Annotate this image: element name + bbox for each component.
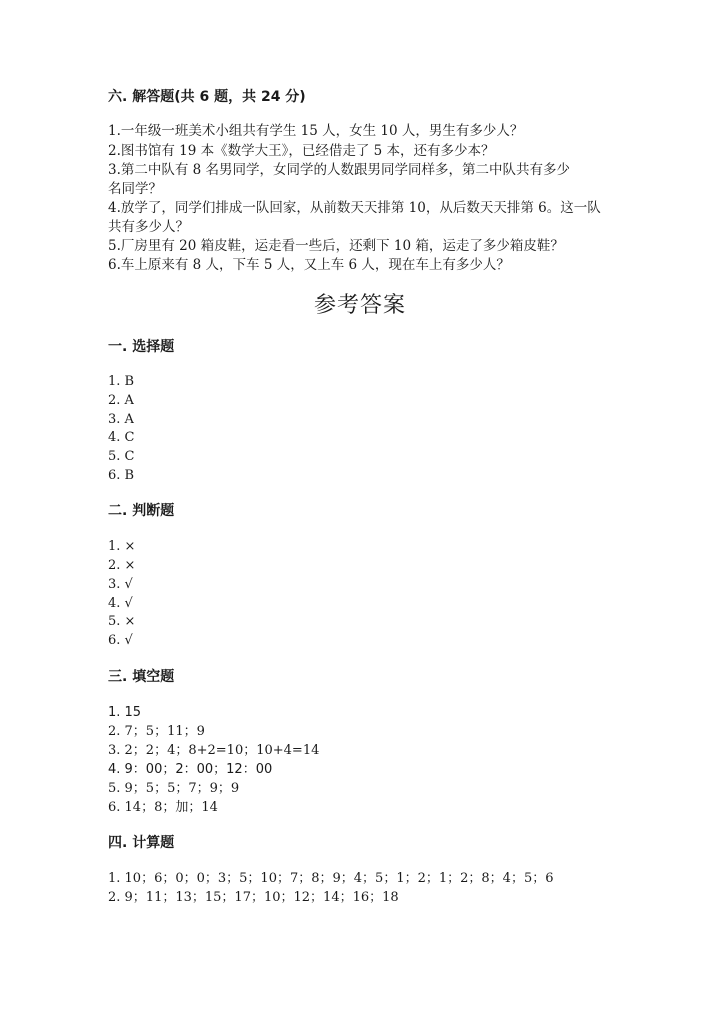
- section-6-title: 六. 解答题(共 6 题，共 24 分): [108, 89, 306, 105]
- answer-2-5: 5. ×: [108, 614, 136, 629]
- question-1: 1.一年级一班美术小组共有学生 15 人，女生 10 人，男生有多少人？: [108, 123, 524, 139]
- answer-1-6: 6. B: [108, 468, 135, 483]
- answer-1-2: 2. A: [108, 393, 134, 408]
- question-3-cont: 名同学？: [108, 181, 162, 197]
- answer-2-3: 3. √: [108, 577, 133, 592]
- question-5: 5.厂房里有 20 箱皮鞋，运走看一些后，还剩下 10 箱，运走了多少箱皮鞋？: [108, 238, 564, 254]
- answers-title: 参考答案: [313, 293, 406, 318]
- answer-3-2: 2. 7；5；11；9: [108, 724, 205, 739]
- answers-section-4-title: 四. 计算题: [108, 835, 175, 851]
- question-4-cont: 共有多少人？: [108, 219, 189, 235]
- answers-section-3-title: 三. 填空题: [108, 669, 175, 685]
- answer-3-6: 6. 14；8；加；14: [108, 800, 218, 815]
- answers-section-1-title: 一. 选择题: [108, 339, 175, 355]
- question-4: 4.放学了，同学们排成一队回家，从前数天天排第 10，从后数天天排第 6。这一队: [108, 200, 601, 216]
- answers-section-2-title: 二. 判断题: [108, 503, 175, 519]
- answer-1-5: 5. C: [108, 449, 135, 464]
- answer-3-4: 4. 9：00；2：00；12：00: [108, 762, 273, 777]
- answer-2-4: 4. √: [108, 596, 133, 611]
- question-3: 3.第二中队有 8 名男同学，女同学的人数跟男同学同样多，第二中队共有多少: [108, 162, 571, 178]
- answer-3-5: 5. 9；5；5；7；9；9: [108, 781, 240, 796]
- answer-4-2: 2. 9；11；13；15；17；10；12；14；16；18: [108, 890, 399, 905]
- answer-2-6: 6. √: [108, 633, 133, 648]
- question-2: 2.图书馆有 19 本《数学大王》，已经借走了 5 本，还有多少本？: [108, 143, 495, 159]
- answer-2-2: 2. ×: [108, 558, 136, 573]
- answer-3-3: 3. 2；2；4；8+2=10；10+4=14: [108, 743, 320, 758]
- answer-2-1: 1. ×: [108, 539, 136, 554]
- answer-3-1: 1. 15: [108, 705, 142, 720]
- answer-1-1: 1. B: [108, 374, 135, 389]
- answer-4-1: 1. 10；6；0；0；3；5；10；7；8；9；4；5；1；2；1；2；8；4；5；6: [108, 871, 554, 886]
- question-6: 6.车上原来有 8 人，下车 5 人，又上车 6 人，现在车上有多少人？: [108, 257, 510, 273]
- answer-1-3: 3. A: [108, 412, 134, 427]
- answer-1-4: 4. C: [108, 430, 135, 445]
